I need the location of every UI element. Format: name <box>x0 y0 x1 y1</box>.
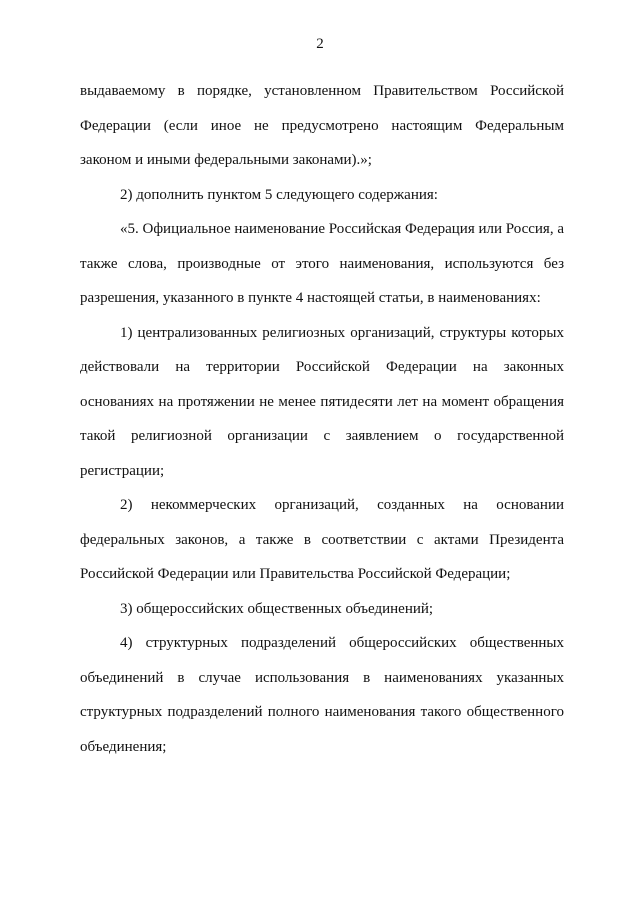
document-body <box>80 74 564 764</box>
paragraph-item-1: 1) централизованных религиозных организаций, структуры которых действовали на территории Российской Федерации на законных основаниях на протяжении не менее пятидесяти лет на момент обращения такой религиозной организации с заявлением о государственной регистрации; <box>80 324 564 479</box>
paragraph-continuation: выдаваемому в порядке, установленном Правительством Российской Федерации (если иное не предусмотрено настоящим Федеральным законом и иными федеральными законами).»; <box>80 83 564 168</box>
paragraph-item-2: 2) некоммерческих организаций, созданных на основании федеральных законов, а также в соответствии с актами Президента Российской Федерации или Правительства Российской Федерации; <box>80 497 564 582</box>
paragraph-clause-5: «5. Официальное наименование Российская Федерация или Россия, а также слова, производные от этого наименования, используются без разрешения, указанного в пункте 4 настоящей статьи, в наименованиях: <box>80 221 564 306</box>
paragraph-item-3: 3) общероссийских общественных объединений; <box>120 600 434 617</box>
paragraph-amendment-2: 2) дополнить пунктом 5 следующего содержания: <box>120 186 438 203</box>
paragraph-item-4: 4) структурных подразделений общероссийских общественных объединений в случае использования в наименованиях указанных структурных подразделений полного наименования такого общественного объединения; <box>80 635 564 755</box>
page-number: 2 <box>316 36 324 52</box>
